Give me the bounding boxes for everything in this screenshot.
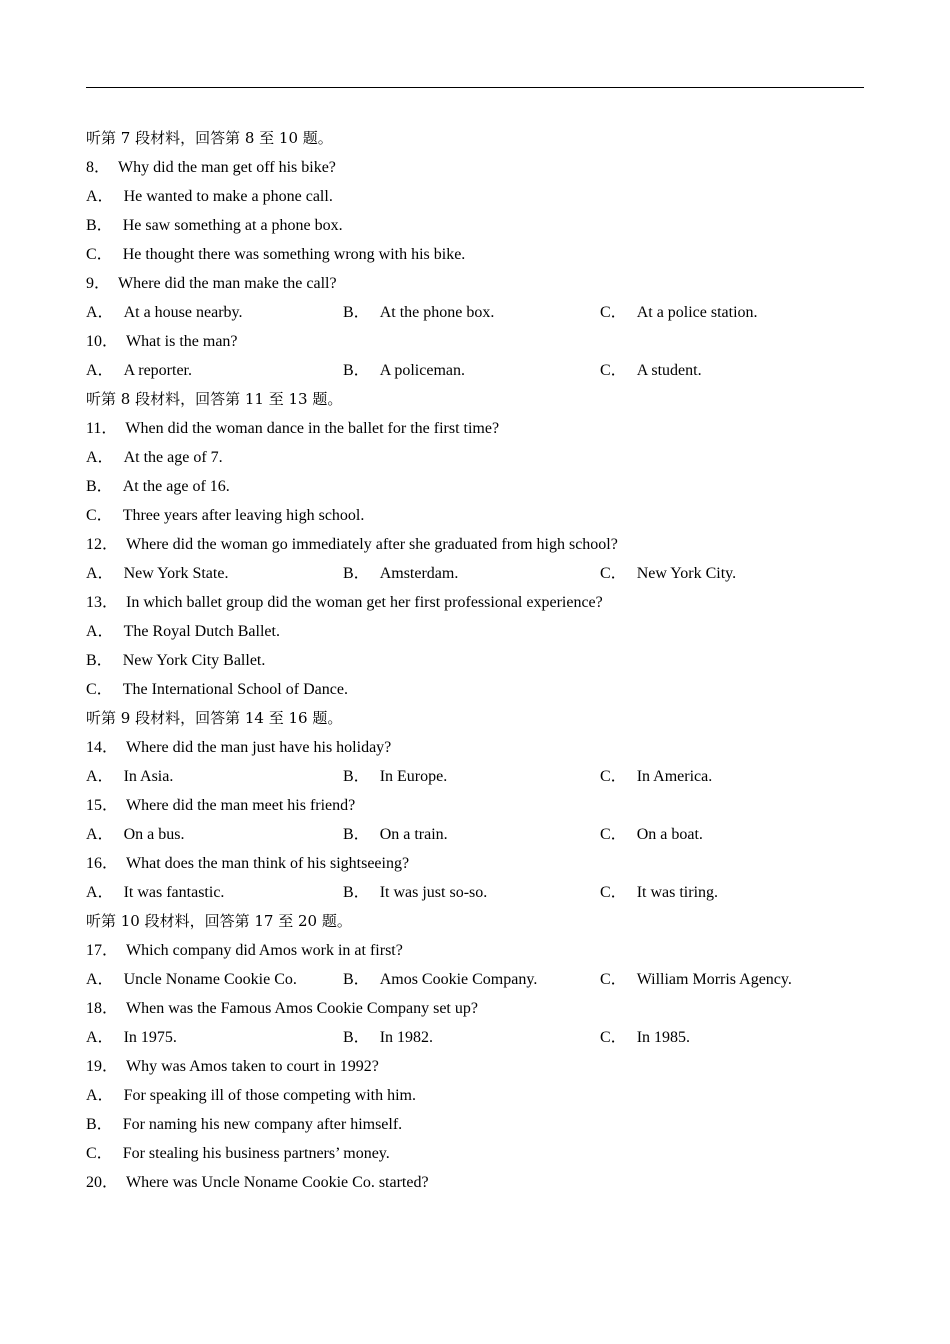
option — [600, 878, 718, 907]
question — [86, 327, 864, 356]
option-letter: C． — [86, 246, 113, 263]
option-text: A student. — [636, 362, 702, 379]
option — [343, 762, 447, 791]
option-letter: B． — [86, 652, 113, 669]
option-letter: B． — [343, 304, 370, 321]
option — [343, 965, 537, 994]
option — [343, 1023, 433, 1052]
question-number: 13． — [86, 594, 119, 611]
option-text: On a boat. — [636, 826, 703, 843]
question — [86, 530, 864, 559]
option-letter: A． — [86, 623, 114, 640]
option-text: The International School of Dance. — [122, 681, 348, 698]
question-number: 20． — [86, 1174, 119, 1191]
option — [343, 878, 487, 907]
options-row — [86, 878, 864, 907]
question-number: 12． — [86, 536, 119, 553]
question-text: In which ballet group did the woman get her first professional experience? — [126, 594, 603, 611]
question — [86, 269, 864, 298]
question-text: Why was Amos taken to court in 1992? — [126, 1058, 379, 1075]
option-letter: C． — [600, 884, 627, 901]
option-text: At the phone box. — [379, 304, 495, 321]
option-text: He wanted to make a phone call. — [123, 188, 333, 205]
option — [86, 501, 864, 530]
option — [86, 240, 864, 269]
option-text: Three years after leaving high school. — [122, 507, 365, 524]
option-letter: A． — [86, 362, 114, 379]
question-number: 9． — [86, 275, 111, 292]
options-row — [86, 356, 864, 385]
option-letter: A． — [86, 449, 114, 466]
option-text: For speaking ill of those competing with him. — [123, 1087, 416, 1104]
option-text: A reporter. — [123, 362, 192, 379]
question — [86, 588, 864, 617]
option-letter: A． — [86, 826, 114, 843]
option-letter: A． — [86, 971, 114, 988]
options-row — [86, 965, 864, 994]
options-row — [86, 298, 864, 327]
question-text: Why did the man get off his bike? — [118, 159, 336, 176]
question-text: When did the woman dance in the ballet for the first time? — [125, 420, 500, 437]
option — [600, 762, 712, 791]
question-text: What does the man think of his sightseeing? — [126, 855, 410, 872]
option-text: For stealing his business partners’ money. — [122, 1145, 390, 1162]
option-letter: C． — [600, 304, 627, 321]
question — [86, 1052, 864, 1081]
option — [86, 646, 864, 675]
option-text: At a police station. — [636, 304, 758, 321]
option-letter: A． — [86, 1029, 114, 1046]
option-text: It was tiring. — [636, 884, 719, 901]
option — [600, 298, 758, 327]
option-text: The Royal Dutch Ballet. — [123, 623, 280, 640]
options-row — [86, 1023, 864, 1052]
option-text: At a house nearby. — [123, 304, 243, 321]
section-title: 听第 9 段材料，回答第 14 至 16 题。 — [86, 709, 343, 727]
options-row — [86, 820, 864, 849]
option-letter: C． — [600, 362, 627, 379]
option — [86, 675, 864, 704]
option-letter: B． — [343, 768, 370, 785]
section-title: 听第 7 段材料，回答第 8 至 10 题。 — [86, 129, 333, 147]
option-letter: C． — [600, 971, 627, 988]
question-text: What is the man? — [126, 333, 238, 350]
question — [86, 414, 864, 443]
option-letter: B． — [343, 884, 370, 901]
options-row — [86, 559, 864, 588]
option-text: William Morris Agency. — [636, 971, 792, 988]
option-text: He thought there was something wrong with his bike. — [122, 246, 466, 263]
option — [86, 617, 864, 646]
option-text: New York State. — [123, 565, 229, 582]
section-title: 听第 8 段材料，回答第 11 至 13 题。 — [86, 390, 343, 408]
question-number: 8． — [86, 159, 111, 176]
question-text: Where did the man meet his friend? — [126, 797, 356, 814]
option-text: In 1985. — [636, 1029, 691, 1046]
question-number: 18． — [86, 1000, 119, 1017]
option-letter: B． — [343, 362, 370, 379]
option — [86, 965, 297, 994]
question — [86, 733, 864, 762]
option-text: New York City. — [636, 565, 737, 582]
option-letter: A． — [86, 1087, 114, 1104]
option-text: Amsterdam. — [379, 565, 459, 582]
option — [86, 820, 184, 849]
option-text: In 1975. — [123, 1029, 177, 1046]
option-letter: B． — [86, 217, 113, 234]
section-title: 听第 10 段材料，回答第 17 至 20 题。 — [86, 912, 352, 930]
option-text: New York City Ballet. — [122, 652, 266, 669]
option-letter: C． — [600, 1029, 627, 1046]
option — [343, 820, 448, 849]
option-letter: B． — [343, 1029, 370, 1046]
option-letter: A． — [86, 768, 114, 785]
option-letter: B． — [343, 971, 370, 988]
option-letter: A． — [86, 565, 114, 582]
option — [343, 356, 465, 385]
option-letter: A． — [86, 188, 114, 205]
option — [86, 443, 864, 472]
option-text: It was just so-so. — [379, 884, 488, 901]
option — [600, 965, 792, 994]
question-number: 14． — [86, 739, 119, 756]
option-text: At the age of 7. — [123, 449, 223, 466]
option — [86, 1023, 177, 1052]
option — [343, 298, 494, 327]
option — [86, 356, 192, 385]
option — [600, 1023, 690, 1052]
question-text: Where was Uncle Noname Cookie Co. started? — [126, 1174, 429, 1191]
option — [86, 1110, 864, 1139]
option-text: Amos Cookie Company. — [379, 971, 538, 988]
question — [86, 994, 864, 1023]
question-number: 15． — [86, 797, 119, 814]
option — [86, 1081, 864, 1110]
option-letter: C． — [600, 565, 627, 582]
question-number: 16． — [86, 855, 119, 872]
option — [600, 820, 703, 849]
option — [86, 878, 224, 907]
question-number: 11． — [86, 420, 118, 437]
question — [86, 936, 864, 965]
option-text: In 1982. — [379, 1029, 434, 1046]
question-number: 19． — [86, 1058, 119, 1075]
option — [86, 559, 228, 588]
option-letter: A． — [86, 304, 114, 321]
option-letter: B． — [86, 478, 113, 495]
option — [86, 472, 864, 501]
option-text: He saw something at a phone box. — [122, 217, 343, 234]
option-text: At the age of 16. — [122, 478, 230, 495]
option — [600, 559, 736, 588]
option-text: In Asia. — [123, 768, 174, 785]
question-number: 10． — [86, 333, 119, 350]
option-text: It was fantastic. — [123, 884, 225, 901]
option-text: In Europe. — [379, 768, 448, 785]
question-text: Where did the woman go immediately after she graduated from high school? — [126, 536, 618, 553]
option — [86, 1139, 864, 1168]
option-letter: B． — [86, 1116, 113, 1133]
question-text: Where did the man just have his holiday? — [126, 739, 392, 756]
option-text: For naming his new company after himself. — [122, 1116, 403, 1133]
question-text: Which company did Amos work in at first? — [126, 942, 403, 959]
option-text: A policeman. — [379, 362, 465, 379]
option-letter: B． — [343, 565, 370, 582]
question-text: When was the Famous Amos Cookie Company set up? — [126, 1000, 478, 1017]
option-letter: C． — [600, 826, 627, 843]
option-letter: C． — [86, 681, 113, 698]
option-letter: C． — [86, 1145, 113, 1162]
option-letter: B． — [343, 826, 370, 843]
option-text: Uncle Noname Cookie Co. — [123, 971, 297, 988]
exam-content — [86, 124, 864, 1197]
option — [86, 182, 864, 211]
option-letter: C． — [86, 507, 113, 524]
option-text: On a train. — [379, 826, 448, 843]
option-letter: A． — [86, 884, 114, 901]
option — [86, 298, 242, 327]
option-letter: C． — [600, 768, 627, 785]
option — [86, 762, 173, 791]
option — [600, 356, 702, 385]
header-rule — [86, 87, 864, 88]
question — [86, 153, 864, 182]
option-text: In America. — [636, 768, 713, 785]
option-text: On a bus. — [123, 826, 185, 843]
question — [86, 791, 864, 820]
question-text: Where did the man make the call? — [118, 275, 337, 292]
option — [86, 211, 864, 240]
question — [86, 1168, 864, 1197]
options-row — [86, 762, 864, 791]
question-number: 17． — [86, 942, 119, 959]
option — [343, 559, 458, 588]
question — [86, 849, 864, 878]
